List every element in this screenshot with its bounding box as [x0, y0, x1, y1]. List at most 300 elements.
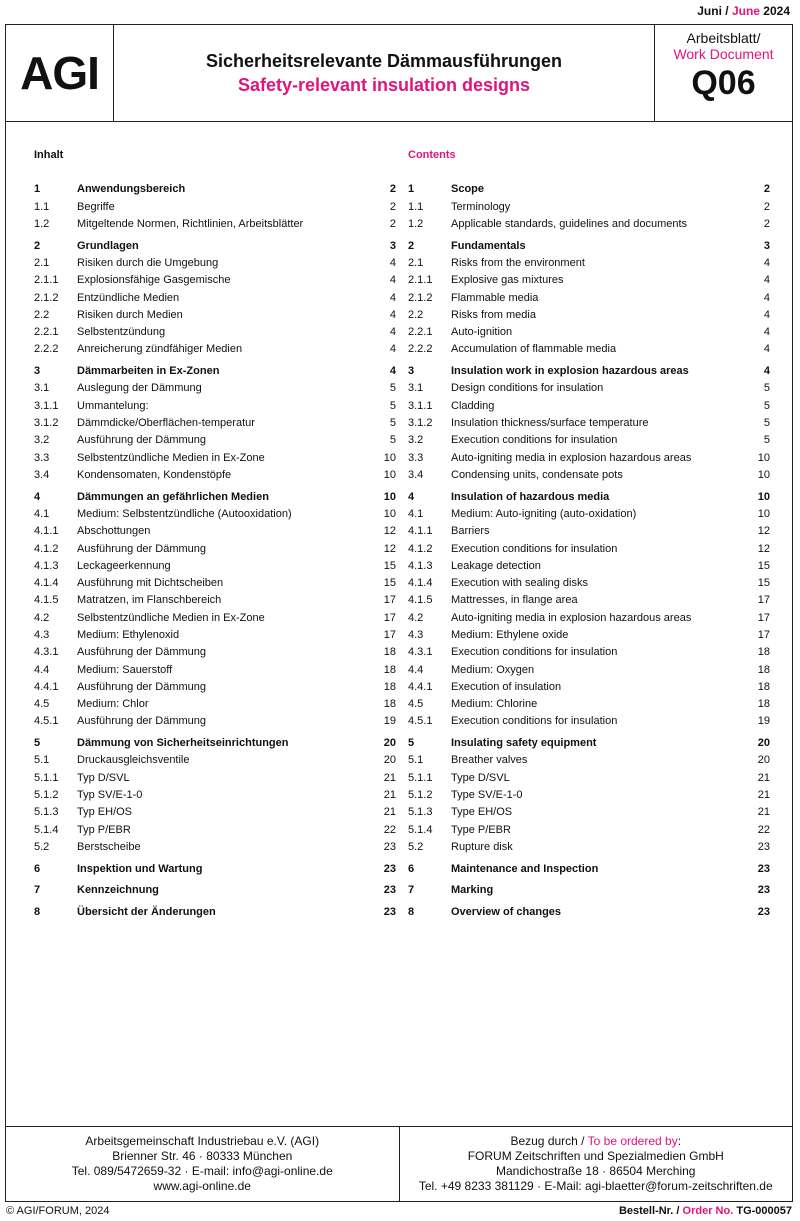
toc-english — [408, 149, 770, 921]
toc-entry-number: 4.5.1 — [34, 715, 59, 728]
toc-entry — [408, 307, 770, 324]
toc-entry-label: Insulation work in explosion hazardous areas — [451, 365, 689, 378]
toc-entry-label: Grundlagen — [77, 239, 139, 252]
toc-entry — [408, 506, 770, 523]
toc-entry-number: 3.1.1 — [408, 399, 433, 412]
toc-entry-page: 22 — [383, 823, 396, 836]
toc-entry — [34, 307, 396, 324]
toc-entry — [34, 341, 396, 358]
toc-entry-page: 12 — [757, 542, 770, 555]
issue-year: 2024 — [763, 4, 790, 18]
toc-entry-label: Ausführung der Dämmung — [77, 434, 207, 447]
toc-entry-label: Anwendungsbereich — [77, 183, 186, 196]
toc-entry — [408, 272, 770, 289]
toc-entry-page: 5 — [763, 417, 770, 430]
ordering-line: Tel. +49 8233 381129 · E-Mail: agi-blaetter@forum-zeitschriften.de — [418, 1179, 773, 1193]
toc-entry-number: 2 — [408, 239, 415, 252]
doc-type-de: Arbeitsblatt/ — [686, 30, 761, 46]
toc-entry-label: Flammable media — [451, 291, 539, 304]
toc-entry — [408, 644, 770, 661]
toc-entry-page: 17 — [383, 611, 396, 624]
toc-entry-label: Cladding — [451, 399, 495, 412]
toc-entry-label: Accumulation of flammable media — [451, 343, 617, 356]
toc-heading-de: Inhalt — [34, 149, 64, 161]
toc-entry-label: Ummantelung: — [77, 399, 149, 412]
toc-entry-page: 23 — [383, 840, 396, 853]
toc-entry-number: 6 — [34, 862, 41, 875]
toc-entry-label: Selbstentzündung — [77, 326, 166, 339]
toc-entry-page: 15 — [757, 577, 770, 590]
toc-entry-number: 4.3.1 — [34, 646, 59, 659]
toc-entry-number: 3.1.2 — [408, 417, 433, 430]
toc-entry-page: 4 — [763, 274, 770, 287]
toc-entry — [408, 861, 770, 878]
toc-entry-number: 2.2 — [408, 308, 424, 321]
toc-entry-number: 4.4.1 — [408, 680, 433, 693]
publisher-line: Tel. 089/5472659-32 · E-mail: info@agi-online.de — [71, 1164, 333, 1178]
toc-entry — [34, 787, 396, 804]
toc-entry — [408, 752, 770, 769]
toc-entry-number: 5.1.3 — [34, 806, 59, 819]
toc-entry — [34, 882, 396, 899]
ordering-line: FORUM Zeitschriften und Spezialmedien GmbH — [467, 1149, 724, 1163]
toc-entry-label: Ausführung der Dämmung — [77, 646, 207, 659]
document-frame — [5, 24, 793, 1202]
toc-entry-number: 2.2.1 — [408, 326, 433, 339]
toc-entry — [34, 523, 396, 540]
toc-entry-label: Leakage detection — [451, 559, 541, 572]
toc-entry — [408, 541, 770, 558]
toc-entry-label: Berstscheibe — [77, 840, 141, 853]
toc-entry-number: 5.1.4 — [34, 823, 59, 836]
toc-entry — [408, 450, 770, 467]
toc-entry-number: 3.1 — [34, 382, 50, 395]
toc-entry-label: Insulation thickness/surface temperature — [451, 417, 649, 430]
toc-entry-page: 17 — [383, 628, 396, 641]
toc-entry-number: 5.1.4 — [408, 823, 433, 836]
toc-entry-page: 4 — [763, 308, 770, 321]
toc-entry — [34, 839, 396, 856]
toc-entry-label: Leckageerkennung — [77, 559, 171, 572]
toc-entry-page: 23 — [383, 884, 396, 897]
toc-entry-page: 4 — [389, 291, 396, 304]
toc-entry — [408, 238, 770, 255]
toc-entry-label: Abschottungen — [77, 525, 151, 538]
toc-entry — [408, 882, 770, 899]
toc-entry-label: Barriers — [451, 525, 490, 538]
toc-entry-page: 4 — [389, 365, 396, 378]
toc-entry-page: 5 — [763, 434, 770, 447]
toc-entry — [34, 398, 396, 415]
toc-entry-number: 4.1.4 — [34, 577, 59, 590]
toc-entry-label: Execution with sealing disks — [451, 577, 588, 590]
toc-entry-label: Medium: Chlorine — [451, 698, 538, 711]
toc-entry — [408, 290, 770, 307]
toc-entry-page: 20 — [383, 754, 396, 767]
toc-entry-label: Dämmarbeiten in Ex-Zonen — [77, 365, 220, 378]
toc-entry-page: 4 — [389, 256, 396, 269]
toc-entry-number: 2.1.2 — [408, 291, 433, 304]
toc-entry — [408, 822, 770, 839]
toc-entry-label: Selbstentzündliche Medien in Ex-Zone — [77, 451, 265, 464]
toc-entry-page: 23 — [757, 862, 770, 875]
toc-entry-page: 17 — [757, 628, 770, 641]
toc-entry-label: Execution conditions for insulation — [451, 542, 618, 555]
document-id-block — [654, 25, 792, 121]
toc-entry-number: 1.1 — [408, 200, 424, 213]
toc-entry-label: Risks from the environment — [451, 256, 585, 269]
toc-entry-number: 4.1.5 — [408, 594, 433, 607]
toc-entry — [34, 272, 396, 289]
toc-entry-label: Auslegung der Dämmung — [77, 382, 202, 395]
toc-entry — [408, 627, 770, 644]
toc-entry — [34, 324, 396, 341]
toc-entry-page: 23 — [757, 884, 770, 897]
toc-entry-number: 4.2 — [34, 611, 50, 624]
toc-entry-label: Entzündliche Medien — [77, 291, 180, 304]
toc-entry-page: 3 — [389, 239, 396, 252]
toc-entry — [34, 713, 396, 730]
toc-entry-page: 18 — [383, 680, 396, 693]
toc-entry — [408, 181, 770, 198]
toc-entry-number: 4.1 — [34, 507, 50, 520]
toc-entry — [408, 787, 770, 804]
toc-entry-page: 5 — [763, 399, 770, 412]
toc-entry-number: 4.4 — [34, 663, 50, 676]
toc-entry-number: 7 — [408, 884, 415, 897]
toc-entry — [408, 904, 770, 921]
toc-entry-label: Typ P/EBR — [77, 823, 131, 836]
toc-entry-label: Execution conditions for insulation — [451, 434, 618, 447]
toc-entry-label: Typ EH/OS — [77, 806, 133, 819]
issue-month-en: June — [731, 4, 760, 18]
toc-entry-number: 3.4 — [34, 468, 50, 481]
toc-entry — [34, 592, 396, 609]
toc-entry-number: 1.2 — [34, 217, 50, 230]
toc-entry-label: Medium: Sauerstoff — [77, 663, 173, 676]
toc-entry-page: 2 — [389, 200, 396, 213]
toc-entry-page: 15 — [383, 577, 396, 590]
toc-entry-page: 10 — [383, 507, 396, 520]
toc-entry-page: 21 — [757, 789, 770, 802]
toc-entry-number: 3.1.2 — [34, 417, 59, 430]
toc-entry-page: 2 — [763, 217, 770, 230]
toc-entry — [408, 735, 770, 752]
toc-entry — [34, 181, 396, 198]
toc-entry — [408, 575, 770, 592]
toc-entry — [408, 380, 770, 397]
publisher-info — [6, 1127, 400, 1201]
toc-entry-number: 4.3.1 — [408, 646, 433, 659]
order-heading — [510, 1134, 681, 1149]
toc-entry — [408, 558, 770, 575]
toc-entry — [408, 432, 770, 449]
toc-entry-page: 20 — [383, 737, 396, 750]
toc-entry-page: 18 — [383, 698, 396, 711]
toc-entry-number: 4.1.2 — [34, 542, 59, 555]
toc-entry-page: 23 — [757, 906, 770, 918]
toc-entry-number: 5.1 — [34, 754, 50, 767]
toc-entry-number: 3.4 — [408, 468, 424, 481]
toc-entry-label: Kondensomaten, Kondenstöpfe — [77, 468, 232, 481]
toc-entry — [408, 696, 770, 713]
toc-entry — [408, 415, 770, 432]
toc-entry — [408, 363, 770, 380]
toc-entry — [34, 450, 396, 467]
toc-entry-label: Auto-igniting media in explosion hazardous areas — [451, 611, 692, 624]
document-code: Q06 — [691, 64, 756, 102]
toc-entry-page: 22 — [757, 823, 770, 836]
toc-entry — [34, 752, 396, 769]
toc-entry — [34, 432, 396, 449]
toc-entry-page: 20 — [757, 754, 770, 767]
date-separator: / — [721, 4, 732, 18]
toc-entry-page: 10 — [757, 468, 770, 481]
toc-entry-number: 8 — [408, 906, 415, 918]
toc-entry-label: Type SV/E-1-0 — [451, 789, 523, 802]
toc-entry-number: 4.3 — [34, 628, 50, 641]
toc-entry-number: 5.1 — [408, 754, 424, 767]
toc-entry-label: Rupture disk — [451, 840, 513, 853]
toc-entry-page: 23 — [757, 840, 770, 853]
toc-entry-label: Risiken durch die Umgebung — [77, 256, 219, 269]
toc-entry-page: 17 — [757, 594, 770, 607]
issue-month-de: Juni — [697, 4, 722, 18]
toc-entry-number: 2.1.2 — [34, 291, 59, 304]
toc-entry-number: 4.4 — [408, 663, 424, 676]
title-block — [114, 25, 654, 121]
toc-entry — [34, 735, 396, 752]
toc-entry — [408, 804, 770, 821]
toc-entry-label: Medium: Ethylene oxide — [451, 628, 569, 641]
toc-entry-number: 4.1 — [408, 507, 424, 520]
toc-entry-label: Inspektion und Wartung — [77, 862, 203, 875]
toc-entry-page: 18 — [757, 698, 770, 711]
toc-entry-page: 10 — [757, 451, 770, 464]
toc-entry-number: 5.1.2 — [34, 789, 59, 802]
toc-entry — [34, 558, 396, 575]
toc-entry-page: 21 — [757, 806, 770, 819]
toc-entry-number: 2.1.1 — [34, 274, 59, 287]
toc-entry — [408, 610, 770, 627]
toc-entry-label: Mattresses, in flange area — [451, 594, 578, 607]
title-en: Safety-relevant insulation designs — [237, 74, 531, 95]
toc-entry-number: 3.2 — [34, 434, 50, 447]
toc-entry-label: Medium: Auto-igniting (auto-oxidation) — [451, 507, 637, 520]
toc-entry-label: Auto-igniting media in explosion hazardous areas — [451, 451, 692, 464]
issue-date — [697, 4, 790, 18]
toc-entry — [408, 467, 770, 484]
toc-entry-number: 5 — [34, 737, 41, 750]
toc-entry — [34, 627, 396, 644]
toc-entry-label: Matratzen, im Flanschbereich — [77, 594, 222, 607]
toc-entry-label: Maintenance and Inspection — [451, 862, 599, 875]
toc-entry-page: 4 — [763, 256, 770, 269]
toc-entry-number: 4.2 — [408, 611, 424, 624]
toc-entry-number: 4.1.1 — [408, 525, 433, 538]
toc-entry-label: Insulation of hazardous media — [451, 490, 610, 503]
toc-entry-label: Anreicherung zündfähiger Medien — [77, 343, 243, 356]
toc-entry-page: 4 — [389, 343, 396, 356]
publisher-line: Arbeitsgemeinschaft Industriebau e.V. (AGI) — [85, 1134, 320, 1148]
toc-german — [34, 149, 396, 921]
toc-entry-number: 1 — [408, 183, 415, 196]
toc-entry-number: 4.1.2 — [408, 542, 433, 555]
toc-entry-page: 23 — [383, 862, 396, 875]
toc-entry-label: Execution conditions for insulation — [451, 646, 618, 659]
toc-entry-page: 5 — [389, 399, 396, 412]
toc-entry-number: 5 — [408, 737, 415, 750]
toc-entry — [408, 839, 770, 856]
document-footer — [6, 1126, 792, 1201]
toc-entry-number: 4.5.1 — [408, 715, 433, 728]
toc-entry-label: Fundamentals — [451, 239, 526, 252]
toc-entry-page: 2 — [763, 183, 770, 196]
publisher-line: www.agi-online.de — [153, 1179, 251, 1193]
toc-entry-label: Typ D/SVL — [77, 771, 130, 784]
toc-entry — [34, 489, 396, 506]
document-header — [6, 25, 792, 122]
order-heading-colon: : — [677, 1134, 682, 1148]
toc-entry-label: Condensing units, condensate pots — [451, 468, 623, 481]
toc-entry-label: Insulating safety equipment — [451, 737, 597, 750]
toc-entry-label: Type D/SVL — [451, 771, 510, 784]
toc-entry-page: 4 — [389, 308, 396, 321]
toc-entry — [34, 467, 396, 484]
toc-heading-en: Contents — [408, 149, 456, 161]
toc-entry-number: 4.1.1 — [34, 525, 59, 538]
toc-entry — [34, 644, 396, 661]
toc-entry-label: Ausführung der Dämmung — [77, 715, 207, 728]
toc-entry-number: 3.2 — [408, 434, 424, 447]
toc-entry-number: 2.2.1 — [34, 326, 59, 339]
toc-entry-number: 3.3 — [408, 451, 424, 464]
toc-entry-page: 20 — [757, 737, 770, 750]
order-heading-sep: / — [577, 1134, 588, 1148]
toc-entry-number: 6 — [408, 862, 415, 875]
order-label-sep: / — [673, 1205, 683, 1217]
toc-entry — [408, 255, 770, 272]
toc-entry-page: 5 — [389, 434, 396, 447]
order-heading-de: Bezug durch — [510, 1134, 578, 1148]
toc-entry-page: 10 — [383, 468, 396, 481]
toc-entry-page: 18 — [757, 646, 770, 659]
toc-entry-label: Dämmungen an gefährlichen Medien — [77, 490, 269, 503]
toc-entry — [408, 398, 770, 415]
toc-entry-label: Overview of changes — [451, 906, 562, 918]
toc-entry-page: 12 — [383, 542, 396, 555]
toc-entry-number: 2.2.2 — [408, 343, 433, 356]
toc-entry — [408, 489, 770, 506]
toc-entry-page: 17 — [757, 611, 770, 624]
title-de: Sicherheitsrelevante Dämmausführungen — [205, 50, 563, 71]
toc-entry — [34, 610, 396, 627]
toc-entry-page: 10 — [383, 451, 396, 464]
toc-entry — [34, 216, 396, 233]
toc-entry-page: 21 — [383, 806, 396, 819]
toc-entry-label: Medium: Oxygen — [451, 663, 535, 676]
toc-entry — [408, 770, 770, 787]
toc-entry-label: Auto-ignition — [451, 326, 513, 339]
toc-entry — [408, 216, 770, 233]
toc-entry-label: Ausführung mit Dichtscheiben — [77, 577, 224, 590]
toc-entry-label: Kennzeichnung — [77, 884, 159, 897]
toc-entry-label: Design conditions for insulation — [451, 382, 604, 395]
toc-entry-page: 10 — [757, 507, 770, 520]
toc-entry — [408, 523, 770, 540]
toc-entry-number: 2.2 — [34, 308, 50, 321]
toc-entry-number: 4.3 — [408, 628, 424, 641]
toc-entry-page: 4 — [389, 274, 396, 287]
toc-entry-page: 19 — [757, 715, 770, 728]
toc-entry-label: Selbstentzündliche Medien in Ex-Zone — [77, 611, 265, 624]
toc-entry-label: Begriffe — [77, 200, 115, 213]
toc-entry-page: 2 — [389, 217, 396, 230]
toc-entry-label: Übersicht der Änderungen — [77, 906, 216, 918]
toc-entry-page: 4 — [389, 326, 396, 339]
toc-entry-page: 18 — [383, 663, 396, 676]
copyright: © AGI/FORUM, 2024 — [6, 1205, 110, 1217]
toc-entry-label: Dämmdicke/Oberflächen-temperatur — [77, 417, 255, 430]
toc-entry-page: 15 — [383, 559, 396, 572]
toc-entry-label: Medium: Selbstentzündliche (Autooxidation) — [77, 507, 292, 520]
toc-entry-number: 2.1.1 — [408, 274, 433, 287]
toc-entry — [34, 199, 396, 216]
toc-entry-number: 3 — [34, 365, 41, 378]
toc-entry-number: 3.3 — [34, 451, 50, 464]
toc-entry-page: 10 — [757, 490, 770, 503]
bottom-bar — [6, 1205, 792, 1217]
toc-entry-number: 1.1 — [34, 200, 50, 213]
toc-entry — [34, 662, 396, 679]
toc-entry-label: Explosionsfähige Gasgemische — [77, 274, 231, 287]
toc-entry-number: 3.1.1 — [34, 399, 59, 412]
toc-entry-label: Type EH/OS — [451, 806, 513, 819]
toc-entry-label: Breather valves — [451, 754, 528, 767]
toc-entry-label: Druckausgleichsventile — [77, 754, 190, 767]
toc-entry-label: Execution conditions for insulation — [451, 715, 618, 728]
toc-entry — [34, 770, 396, 787]
toc-entry-page: 21 — [757, 771, 770, 784]
toc-entry — [34, 679, 396, 696]
toc-entry-number: 5.1.1 — [408, 771, 433, 784]
toc-entry-number: 5.1.3 — [408, 806, 433, 819]
toc-entry-number: 2.1 — [34, 256, 50, 269]
toc-entry — [408, 662, 770, 679]
order-label-de: Bestell-Nr. — [618, 1205, 674, 1217]
toc-entry-page: 15 — [757, 559, 770, 572]
toc-entry-number: 4.1.4 — [408, 577, 433, 590]
toc-entry-label: Execution of insulation — [451, 680, 562, 693]
toc-entry-page: 12 — [757, 525, 770, 538]
toc-entry-page: 17 — [383, 594, 396, 607]
toc-entry-page: 21 — [383, 771, 396, 784]
toc-entry-number: 4.1.3 — [408, 559, 433, 572]
toc-entry — [34, 904, 396, 921]
toc-entry-label: Ausführung der Dämmung — [77, 542, 207, 555]
toc-entry — [34, 506, 396, 523]
order-label-en: Order No. — [682, 1205, 734, 1217]
toc-entry-number: 4 — [408, 490, 415, 503]
toc-entry-number: 4.1.5 — [34, 594, 59, 607]
toc-entry-label: Risks from media — [451, 308, 536, 321]
toc-entry-number: 3.1 — [408, 382, 424, 395]
toc-entry-number: 7 — [34, 884, 41, 897]
toc-entry-label: Applicable standards, guidelines and documents — [451, 217, 688, 230]
toc-entry — [34, 290, 396, 307]
toc-entry — [34, 804, 396, 821]
toc-entry-label: Typ SV/E-1-0 — [77, 789, 143, 802]
